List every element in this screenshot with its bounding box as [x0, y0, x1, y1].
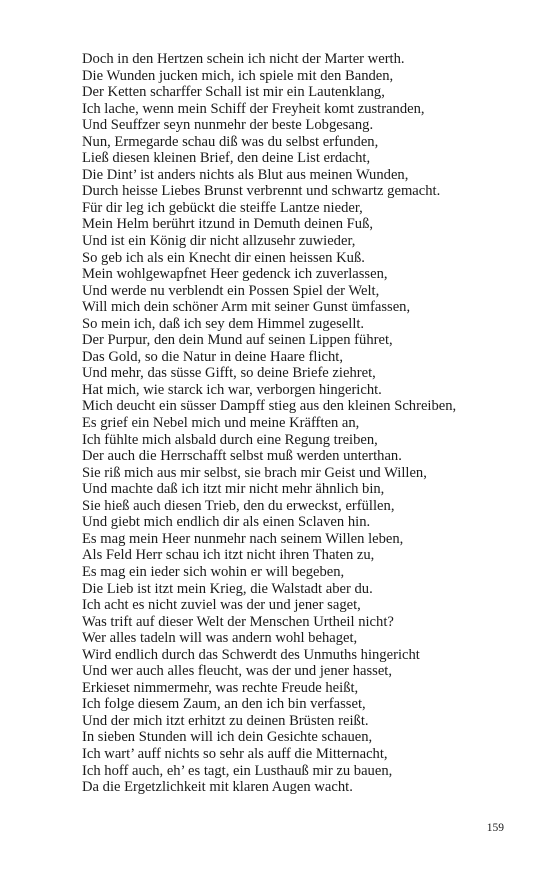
poem-line: Will mich dein schöner Arm mit seiner Gunst ümfassen, [82, 299, 411, 316]
poem-line: Doch in den Hertzen schein ich nicht der Marter werth. [82, 51, 405, 67]
poem-line: Und der mich itzt erhitzt zu deinen Brüsten reißt. [82, 712, 369, 729]
poem-line: Der Purpur, den dein Mund auf seinen Lippen führet, [82, 332, 393, 349]
poem-line: Die Dint’ ist anders nichts als Blut aus meinen Wunden, [82, 166, 409, 183]
poem-line: Sie riß mich aus mir selbst, sie brach mir Geist und Willen, [82, 464, 427, 481]
poem-line: Der auch die Herrschafft selbst muß werden unterthan. [82, 448, 402, 465]
poem-line: Was trift auf dieser Welt der Menschen Urtheil nicht? [82, 613, 394, 630]
poem-line: Wer alles tadeln will was andern wohl behaget, [82, 630, 358, 647]
poem-line: Es grief ein Nebel mich und meine Kräfften an, [82, 415, 360, 432]
poem-line: Erkieset nimmermehr, was rechte Freude heißt, [82, 679, 359, 696]
poem-line: Ich lache, wenn mein Schiff der Freyheit komt zustranden, [82, 100, 425, 117]
poem-line: Ließ diesen kleinen Brief, den deine List erdacht, [82, 150, 371, 167]
poem-line: Mein wohlgewapfnet Heer gedenck ich zuverlassen, [82, 266, 388, 283]
poem-line: Ich acht es nicht zuviel was der und jener saget, [82, 597, 361, 614]
poem-line: Ich hoff auch, eh’ es tagt, ein Lusthauß mir zu bauen, [82, 762, 393, 779]
poem-line: Nun, Ermegarde schau diß was du selbst erfunden, [82, 133, 379, 150]
poem-line: Und wer auch alles fleucht, was der und jener hasset, [82, 663, 393, 680]
poem-line: Es mag mein Heer nunmehr nach seinem Willen leben, [82, 530, 404, 547]
poem-line: Als Feld Herr schau ich itzt nicht ihren Thaten zu, [82, 547, 375, 564]
poem-line: Ich folge diesem Zaum, an den ich bin verfasset, [82, 696, 366, 713]
poem-line: Durch heisse Liebes Brunst verbrennt und schwartz gemacht. [82, 183, 441, 200]
poem-line: Das Gold, so die Natur in deine Haare flicht, [82, 348, 343, 365]
poem-line: Wird endlich durch das Schwerdt des Unmuths hingericht [82, 646, 420, 663]
poem-line: Und Seuffzer seyn nunmehr der beste Lobgesang. [82, 117, 374, 134]
poem-line: Die Wunden jucken mich, ich spiele mit den Banden, [82, 67, 394, 84]
poem-line: Sie hieß auch diesen Trieb, den du erweckst, erfüllen, [82, 497, 395, 514]
poem-line: Mein Helm berührt itzund in Demuth deinen Fuß, [82, 216, 374, 233]
poem-line: Und giebt mich endlich dir als einen Sclaven hin. [82, 514, 371, 531]
poem-line: Ich fühlte mich alsbald durch eine Regung treiben, [82, 431, 378, 448]
poem-line: Da die Ergetzlichkeit mit klaren Augen wacht. [82, 779, 353, 796]
poem-line: Der Ketten scharffer Schall ist mir ein Lautenklang, [82, 84, 385, 101]
poem-text [82, 51, 456, 796]
poem-line: Für dir leg ich gebückt die steiffe Lantze nieder, [82, 199, 363, 216]
poem-line: Hat mich, wie starck ich war, verborgen hingericht. [82, 381, 382, 398]
poem-line: Und ist ein König dir nicht allzusehr zuwieder, [82, 233, 356, 250]
poem-line: Und werde nu verblendt ein Possen Spiel der Welt, [82, 282, 380, 299]
poem-line: In sieben Stunden will ich dein Gesichte schauen, [82, 729, 373, 746]
poem-line: Ich wart’ auff nichts so sehr als auff die Mitternacht, [82, 745, 388, 762]
poem-line: So mein ich, daß ich sey dem Himmel zugesellt. [82, 315, 365, 332]
poem-line: Und machte daß ich itzt mir nicht mehr ähnlich bin, [82, 481, 385, 498]
poem-line: Und mehr, das süsse Gifft, so deine Briefe ziehret, [82, 365, 376, 382]
poem-line: So geb ich als ein Knecht dir einen heissen Kuß. [82, 249, 365, 266]
poem-line: Die Lieb ist itzt mein Krieg, die Walstadt aber du. [82, 580, 373, 597]
page-number: 159 [486, 822, 504, 834]
poem-line: Es mag ein ieder sich wohin er will begeben, [82, 563, 345, 580]
poem-line: Mich deucht ein süsser Dampff stieg aus den kleinen Schreiben, [82, 398, 457, 415]
